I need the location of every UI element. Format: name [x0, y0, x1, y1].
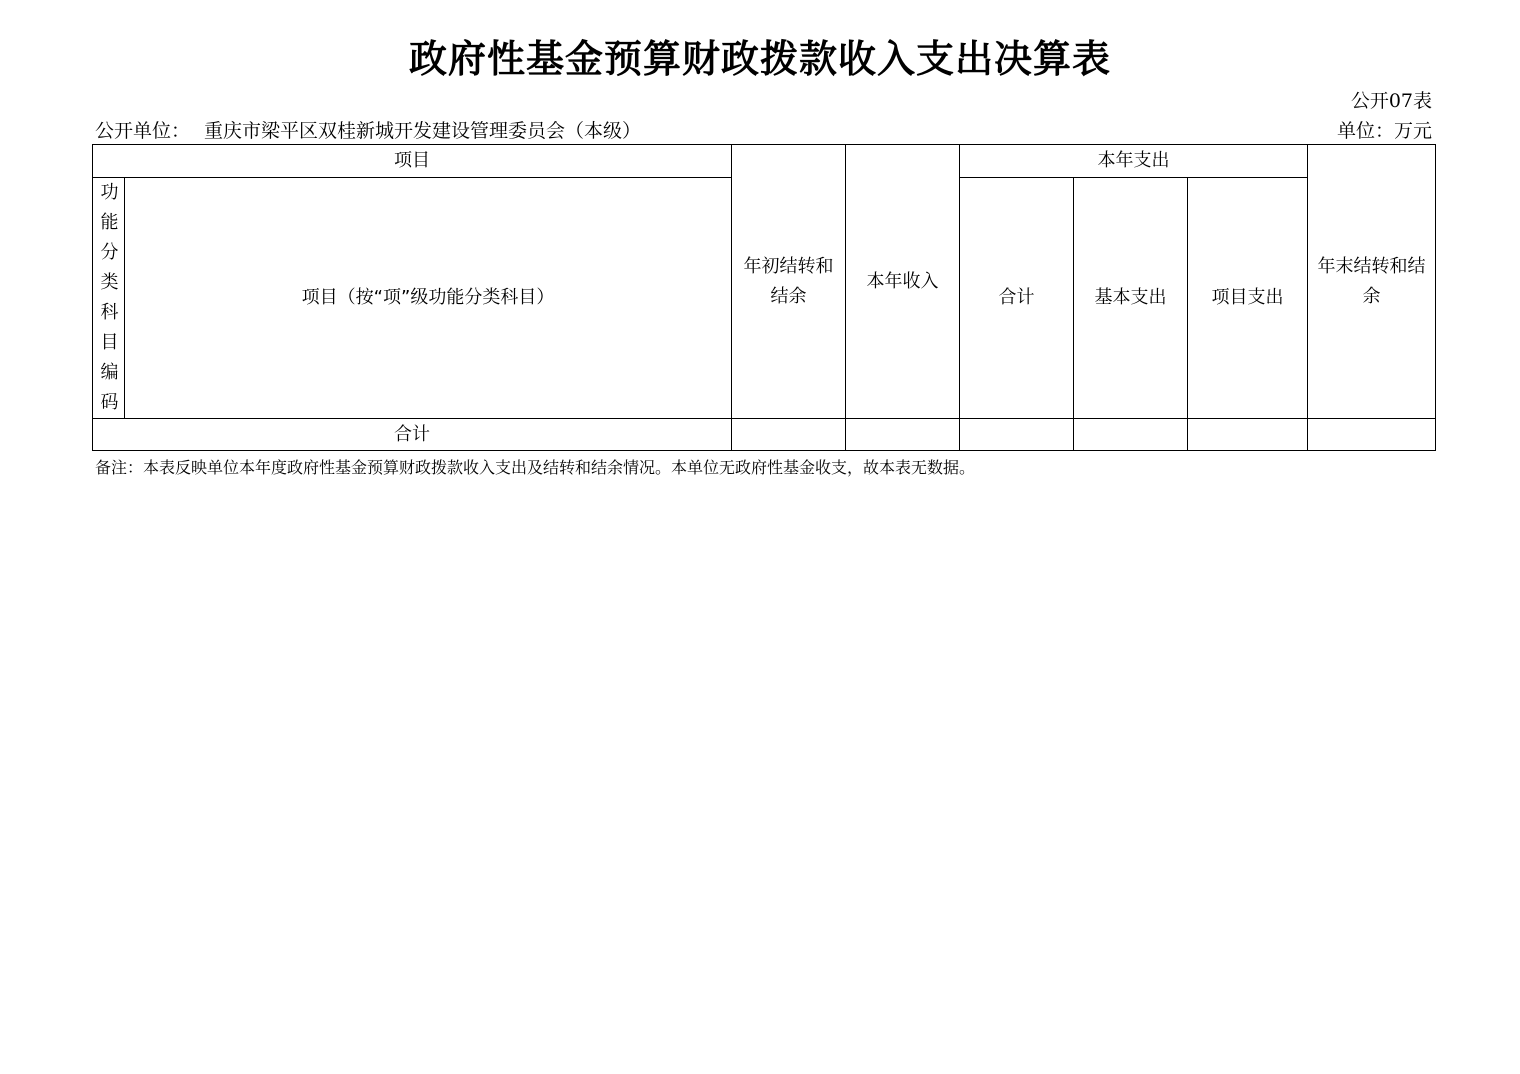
total-basic-expense — [1074, 419, 1188, 451]
budget-table — [92, 144, 1436, 451]
header-expense: 本年支出 — [960, 145, 1308, 178]
header-end-balance-text: 年末结转和结余 — [1317, 255, 1426, 307]
reporting-unit-label: 公开单位： — [95, 120, 191, 142]
header-income: 本年收入 — [846, 145, 960, 419]
total-expense — [960, 419, 1074, 451]
footnote: 备注：本表反映单位本年度政府性基金预算财政拨款收入支出及结转和结余情况。本单位无政府性基金收支，故本表无数据。 — [95, 458, 976, 477]
currency-unit: 单位：万元 — [1336, 120, 1432, 142]
reporting-unit-name: 重庆市梁平区双桂新城开发建设管理委员会（本级） — [204, 120, 642, 142]
form-number: 公开07表 — [1350, 90, 1432, 112]
total-begin-balance — [732, 419, 846, 451]
header-project: 项目 — [93, 145, 732, 178]
header-code-text: 功能分类科目编码 — [100, 182, 119, 413]
total-income — [846, 419, 960, 451]
total-project-expense — [1188, 419, 1308, 451]
header-end-balance — [1308, 145, 1436, 419]
header-project-expense: 项目支出 — [1188, 178, 1308, 419]
header-item: 项目（按“项”级功能分类科目） — [125, 178, 732, 419]
total-end-balance — [1308, 419, 1436, 451]
header-begin-balance — [732, 145, 846, 419]
header-code — [93, 178, 125, 419]
table-row-total — [93, 419, 1436, 451]
total-label: 合计 — [93, 419, 732, 451]
reporting-unit — [95, 116, 641, 143]
header-basic-expense: 基本支出 — [1074, 178, 1188, 419]
header-begin-balance-text: 年初结转和结余 — [743, 255, 834, 307]
header-expense-total: 合计 — [960, 178, 1074, 419]
page-title: 政府性基金预算财政拨款收入支出决算表 — [408, 37, 1111, 81]
